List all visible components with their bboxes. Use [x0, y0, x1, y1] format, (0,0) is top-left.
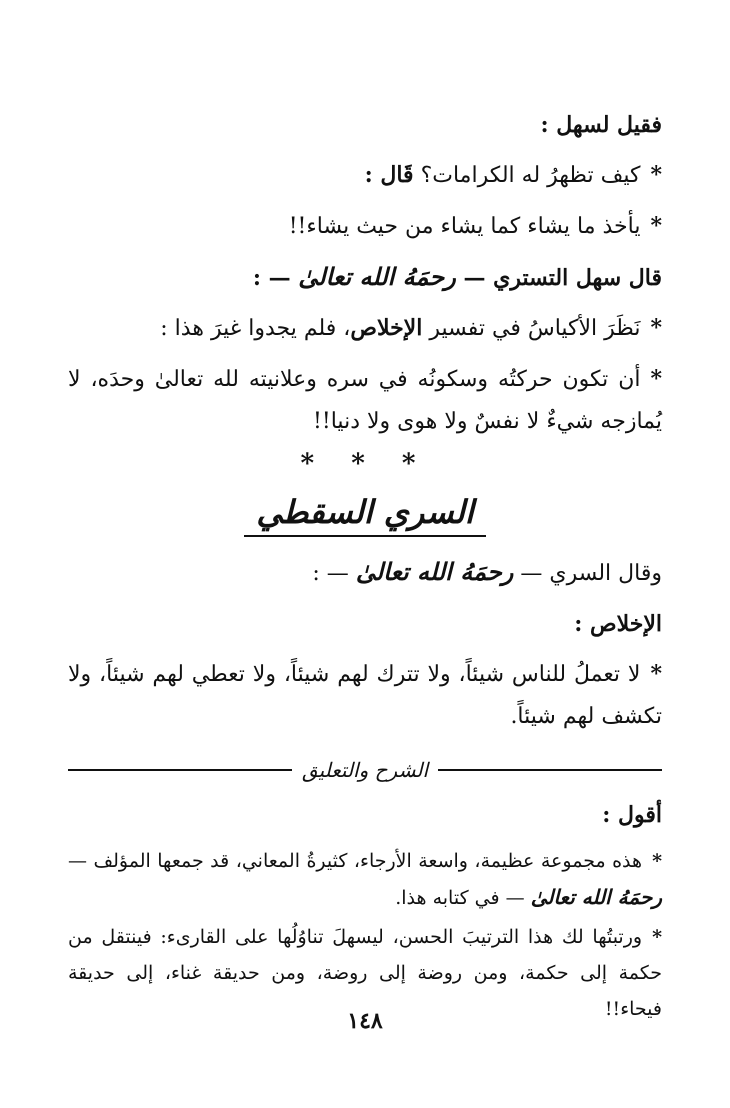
commentary-divider [68, 758, 662, 782]
commentary-heading: أقول : [602, 802, 662, 828]
speaker-outro: — : [252, 265, 291, 291]
section-title-text: السري السقطي [244, 493, 485, 537]
divider-rule-left [68, 769, 292, 771]
sari-saying-text: لا تعملُ للناس شيئاً، ولا تترك لهم شيئاً، ولا تعطي لهم شيئاً، ولا تكشف لهم شيئاً. [68, 662, 662, 729]
commentary-p1-b: — في كتابه هذا. [395, 887, 525, 909]
line-question-intro: فقيل لسهل : [540, 112, 662, 138]
answer-text: يأخذ ما يشاء كما يشاء من حيث يشاء!! [288, 214, 641, 239]
line-sari [68, 547, 662, 599]
section-title [68, 493, 662, 537]
question-text: كيف تظهرُ له الكرامات؟ [420, 163, 641, 188]
sari-outro: — : [312, 561, 349, 586]
commentary-p2-text: ورتبتُها لك هذا الترتيبَ الحسن، ليسهلَ تناوُلُها على القارىء: فينتقل من حكمة إلى حكمة، ومن روضة إلى روضة، ومن حديقة غناء، إلى حديقة فيحاء!! [68, 926, 662, 1020]
section-separator-stars: * * * [300, 449, 430, 479]
commentary-paragraph-1 [68, 843, 662, 916]
line-sahl-tustari [68, 252, 662, 303]
commentary-title: الشرح والتعليق [301, 758, 429, 782]
line-question [68, 150, 662, 201]
line-ikhlas-heading: الإخلاص : [574, 611, 662, 637]
line-akyas [68, 303, 662, 354]
bullet-star: * [650, 661, 662, 687]
speaker-intro: قال سهل التستري — [463, 265, 662, 291]
page-number: ١٤٨ [347, 1008, 383, 1034]
divider-rule-right [438, 769, 662, 771]
paragraph-definition [68, 358, 662, 443]
paragraph-sari-saying [68, 653, 662, 738]
bullet-star: * [650, 162, 662, 188]
honorific-calligraphy: رحمَهُ الله تعالىٰ [530, 885, 662, 909]
bullet-star: * [650, 213, 662, 239]
bullet-star: * [650, 315, 662, 341]
akyas-text-a: نَظَرَ الأكياسُ في تفسير [429, 316, 641, 341]
bullet-star: * [650, 366, 662, 392]
qala-label: قَال : [364, 162, 414, 188]
definition-text: أن تكون حركتُه وسكونُه في سره وعلانيته لله تعالىٰ وحدَه، لا يُمازجه شيءٌ لا نفسٌ ولا هوى ولا دنيا!! [68, 367, 662, 434]
commentary-p1-a: هذه مجموعة عظيمة، واسعة الأرجاء، كثيرةُ المعاني، قد جمعها المؤلف — [68, 850, 643, 872]
bullet-star: * [652, 926, 663, 948]
line-answer [68, 201, 662, 252]
sari-intro: وقال السري — [520, 561, 662, 586]
honorific-calligraphy: رحمَهُ الله تعالىٰ [355, 557, 514, 586]
akyas-text-b: ، فلم يجدوا غيرَ هذا : [160, 316, 351, 341]
bullet-star: * [652, 850, 662, 872]
honorific-calligraphy: رحمَهُ الله تعالىٰ [298, 262, 456, 291]
ikhlas-word: الإخلاص [350, 315, 423, 341]
